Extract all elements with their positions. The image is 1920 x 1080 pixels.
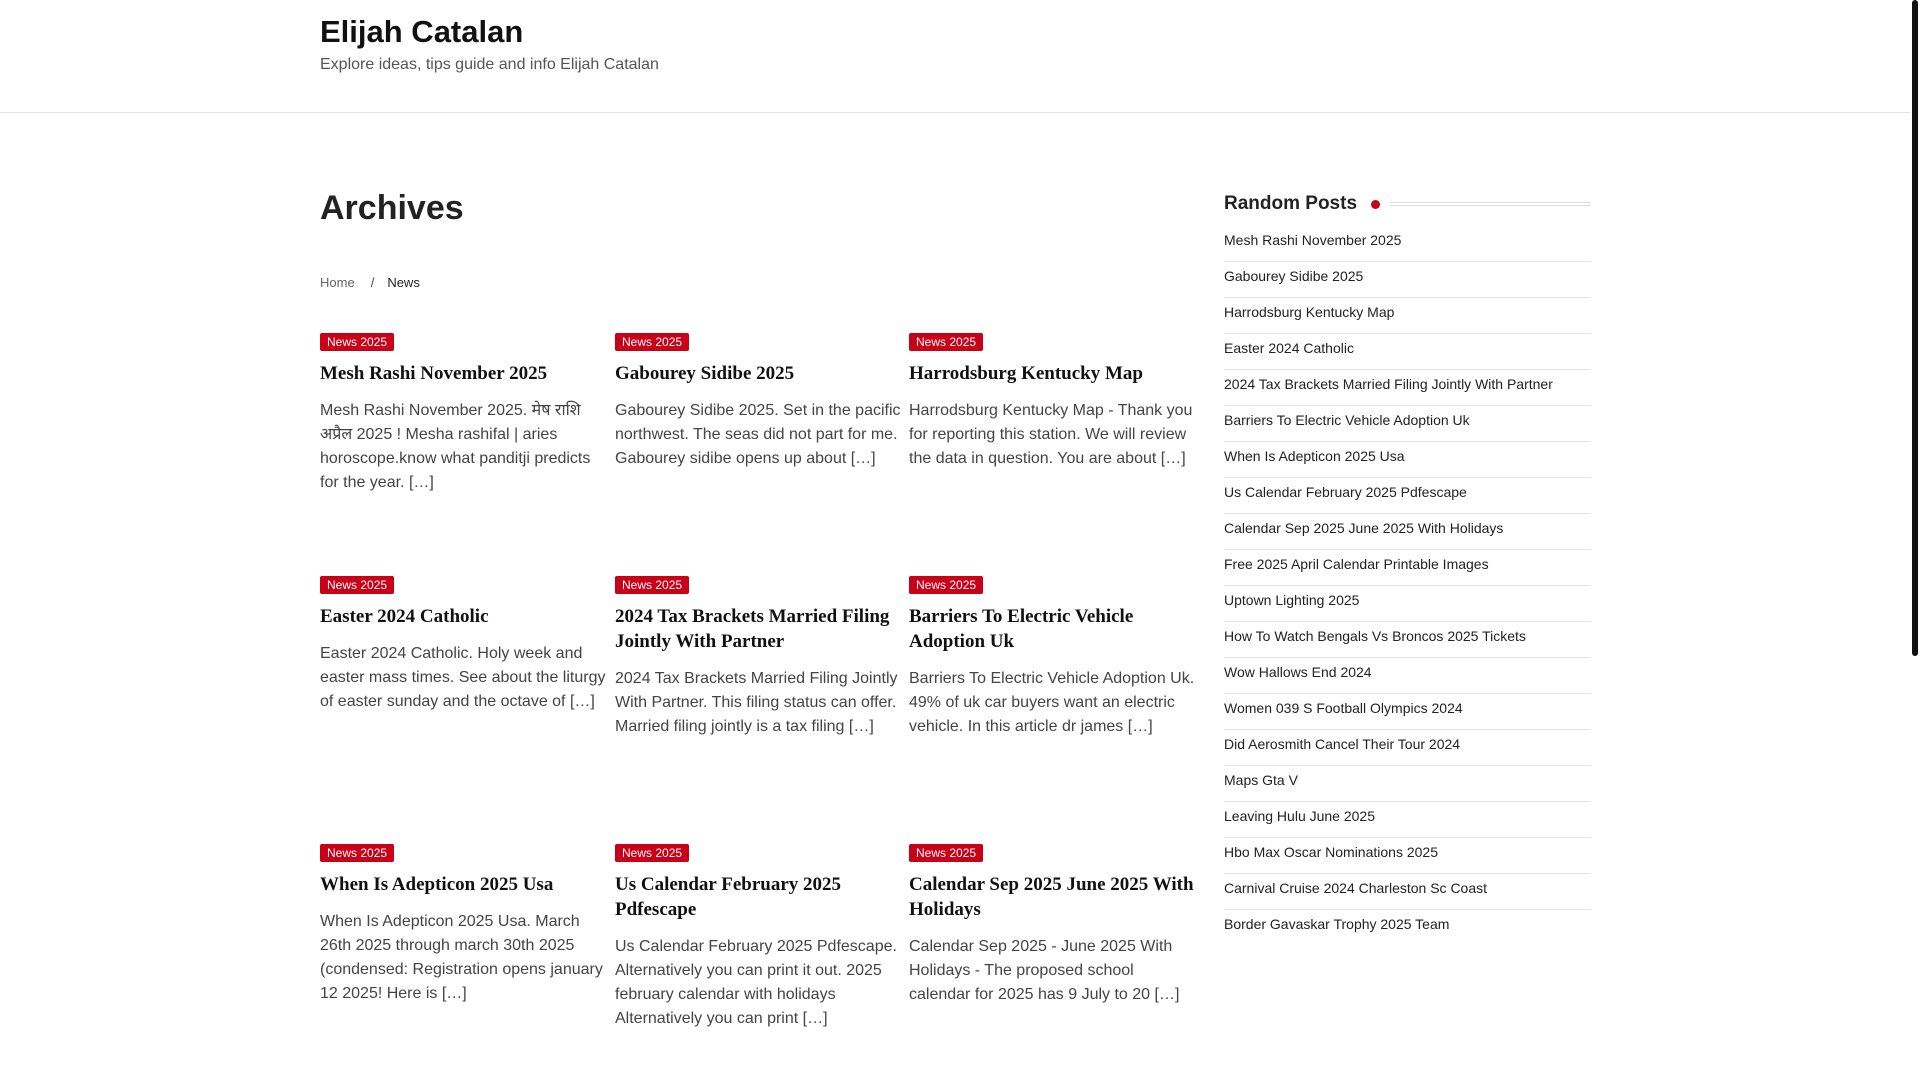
breadcrumb: [320, 275, 420, 291]
post-title[interactable]: Barriers To Electric Vehicle Adoption Uk: [909, 606, 1134, 652]
random-posts-list: [1224, 226, 1591, 945]
post-grid: [320, 333, 1200, 1053]
random-post-link[interactable]: Carnival Cruise 2024 Charleston Sc Coast: [1224, 874, 1591, 910]
post-title[interactable]: Gabourey Sidibe 2025: [615, 363, 795, 384]
random-post-link[interactable]: 2024 Tax Brackets Married Filing Jointly With Partner: [1224, 370, 1591, 406]
random-post-link[interactable]: Leaving Hulu June 2025: [1224, 802, 1591, 838]
category-badge[interactable]: News 2025: [320, 333, 394, 351]
post-excerpt: When Is Adepticon 2025 Usa. March 26th 2025 through march 30th 2025 (condensed: Registration opens january 12 2025! Here is […]: [320, 913, 603, 1002]
post-title[interactable]: When Is Adepticon 2025 Usa: [320, 874, 554, 895]
post-card: [615, 333, 903, 471]
category-badge[interactable]: News 2025: [615, 844, 689, 862]
random-post-link[interactable]: Did Aerosmith Cancel Their Tour 2024: [1224, 730, 1591, 766]
header-divider: [1390, 202, 1591, 206]
site-header: [0, 0, 1910, 113]
page-scrollbar[interactable]: [1910, 0, 1920, 1080]
breadcrumb-home-link[interactable]: Home: [320, 275, 355, 290]
post-excerpt: Harrodsburg Kentucky Map - Thank you for reporting this station. We will review the data in question. You are about […]: [909, 402, 1193, 467]
post-excerpt: Calendar Sep 2025 - June 2025 With Holidays - The proposed school calendar for 2025 has 9 July to 20 […]: [909, 938, 1180, 1003]
breadcrumb-separator: /: [370, 275, 375, 290]
post-card: [320, 333, 608, 495]
random-post-link[interactable]: Barriers To Electric Vehicle Adoption Uk: [1224, 406, 1591, 442]
random-post-link[interactable]: Easter 2024 Catholic: [1224, 334, 1591, 370]
post-excerpt: Easter 2024 Catholic. Holy week and easter mass times. See about the liturgy of easter sunday and the octave of […]: [320, 645, 606, 710]
category-badge[interactable]: News 2025: [909, 333, 983, 351]
category-badge[interactable]: News 2025: [320, 576, 394, 594]
random-post-link[interactable]: Wow Hallows End 2024: [1224, 658, 1591, 694]
sidebar: [1224, 190, 1591, 945]
random-post-link[interactable]: Uptown Lighting 2025: [1224, 586, 1591, 622]
random-post-link[interactable]: Hbo Max Oscar Nominations 2025: [1224, 838, 1591, 874]
post-excerpt: Us Calendar February 2025 Pdfescape. Alternatively you can print it out. 2025 february calendar with holidays Alternatively you can print […]: [615, 938, 897, 1027]
random-post-link[interactable]: Border Gavaskar Trophy 2025 Team: [1224, 916, 1450, 932]
site-tagline: Explore ideas, tips guide and info Elijah Catalan: [320, 56, 659, 73]
random-post-link[interactable]: How To Watch Bengals Vs Broncos 2025 Tickets: [1224, 622, 1591, 658]
category-badge[interactable]: News 2025: [909, 576, 983, 594]
page-title: Archives: [320, 189, 464, 227]
category-badge[interactable]: News 2025: [320, 844, 394, 862]
random-post-link[interactable]: Women 039 S Football Olympics 2024: [1224, 694, 1591, 730]
post-excerpt: Mesh Rashi November 2025. मेष राशि अप्रैल 2025 ! Mesha rashifal | aries horoscope.know what panditji predicts for the year. […]: [320, 402, 591, 491]
site-title[interactable]: Elijah Catalan: [320, 14, 524, 49]
post-title[interactable]: Mesh Rashi November 2025: [320, 363, 548, 384]
post-title[interactable]: Calendar Sep 2025 June 2025 With Holidays: [909, 874, 1194, 920]
post-card: [909, 844, 1197, 1007]
post-card: [615, 844, 903, 1031]
post-title[interactable]: Us Calendar February 2025 Pdfescape: [615, 874, 842, 920]
breadcrumb-current: News: [387, 275, 420, 290]
random-post-link[interactable]: Gabourey Sidibe 2025: [1224, 262, 1591, 298]
random-post-link[interactable]: Us Calendar February 2025 Pdfescape: [1224, 478, 1591, 514]
post-title[interactable]: Easter 2024 Catholic: [320, 606, 489, 627]
post-excerpt: 2024 Tax Brackets Married Filing Jointly With Partner. This filing status can offer. Married filing jointly is a tax filing […]: [615, 670, 898, 735]
post-title[interactable]: Harrodsburg Kentucky Map: [909, 363, 1144, 384]
post-card: [909, 576, 1197, 739]
random-post-link[interactable]: Maps Gta V: [1224, 766, 1591, 802]
random-posts-header: [1224, 190, 1591, 218]
random-posts-title: Random Posts: [1224, 193, 1358, 214]
random-post-link[interactable]: When Is Adepticon 2025 Usa: [1224, 442, 1591, 478]
random-post-link[interactable]: Free 2025 April Calendar Printable Images: [1224, 550, 1591, 586]
post-card: [615, 576, 903, 739]
post-excerpt: Gabourey Sidibe 2025. Set in the pacific northwest. The seas did not part for me. Gabourey sidibe opens up about […]: [615, 402, 901, 467]
post-card: [909, 333, 1197, 471]
random-post-link[interactable]: Mesh Rashi November 2025: [1224, 226, 1591, 262]
category-badge[interactable]: News 2025: [909, 844, 983, 862]
scrollbar-thumb[interactable]: [1912, 0, 1918, 656]
post-title[interactable]: 2024 Tax Brackets Married Filing Jointly With Partner: [615, 606, 890, 652]
dot-icon: [1371, 200, 1380, 209]
random-post-link[interactable]: Harrodsburg Kentucky Map: [1224, 298, 1591, 334]
category-badge[interactable]: News 2025: [615, 333, 689, 351]
post-card: [320, 844, 608, 1006]
post-excerpt: Barriers To Electric Vehicle Adoption Uk. 49% of uk car buyers want an electric vehicle. In this article dr james […]: [909, 670, 1195, 735]
post-card: [320, 576, 608, 714]
category-badge[interactable]: News 2025: [615, 576, 689, 594]
random-post-link[interactable]: Calendar Sep 2025 June 2025 With Holidays: [1224, 514, 1591, 550]
